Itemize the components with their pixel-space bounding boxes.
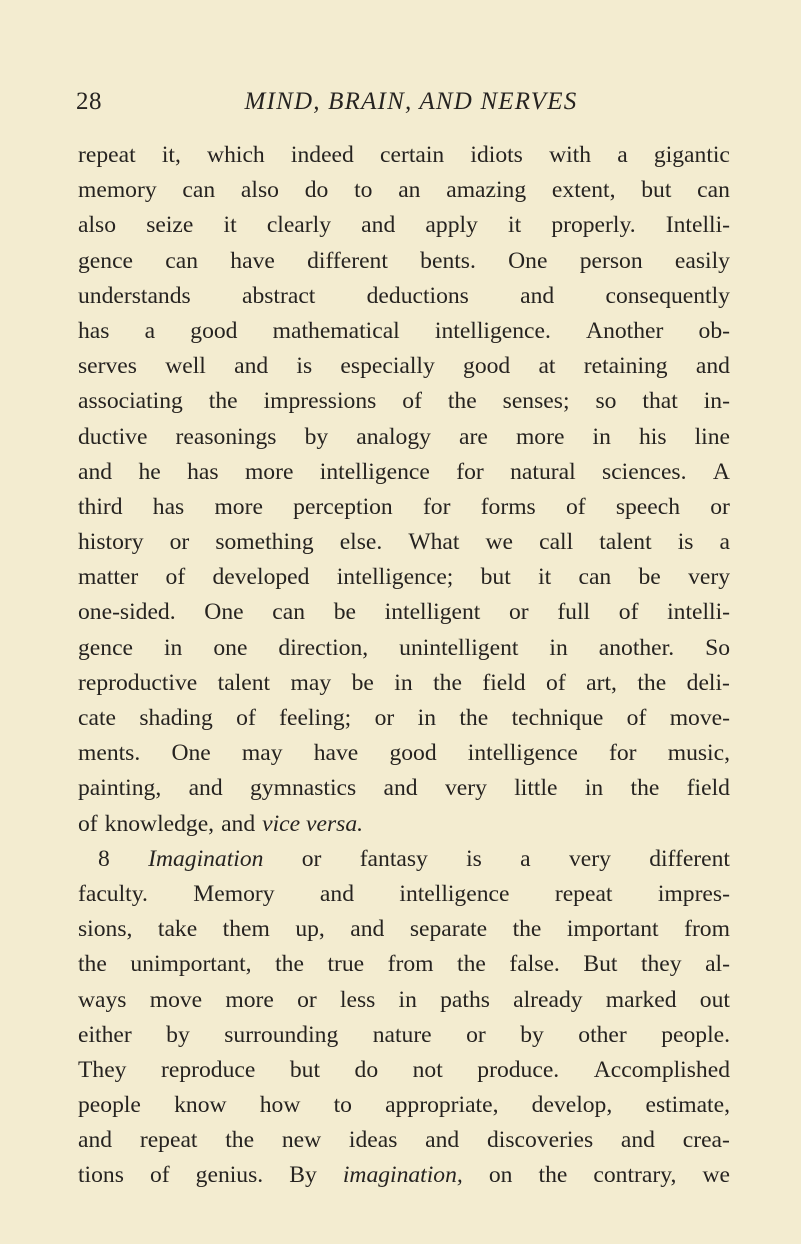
word: especially — [340, 353, 435, 380]
text-line — [78, 560, 730, 595]
running-title: MIND, BRAIN, AND NERVES — [244, 88, 578, 115]
word: 8 — [98, 845, 110, 872]
word: to — [354, 177, 373, 204]
word: reproduce — [161, 1056, 256, 1083]
word: by — [520, 1021, 544, 1048]
word: one-sided. — [78, 599, 176, 626]
word: appropriate, — [385, 1092, 499, 1119]
word: A — [712, 458, 730, 485]
word: They — [78, 1056, 127, 1083]
word: produce. — [477, 1056, 560, 1083]
word: intelligence. — [434, 317, 551, 344]
word: the — [225, 1127, 255, 1154]
word: or — [466, 1021, 486, 1048]
text-line — [78, 173, 730, 208]
word: has — [152, 493, 185, 520]
text-line — [78, 1123, 730, 1158]
word: extent, — [551, 177, 616, 204]
word: of — [149, 1162, 170, 1189]
word: be — [333, 599, 356, 626]
word: ductive — [78, 423, 148, 450]
word: at — [538, 353, 556, 380]
word: full — [557, 599, 591, 626]
word: and — [78, 458, 113, 485]
word: tions — [78, 1162, 124, 1189]
word: senses; — [502, 388, 570, 415]
word: know — [174, 1092, 227, 1119]
word: intelligence — [467, 740, 578, 767]
text-line — [78, 314, 730, 349]
word: memory — [78, 177, 157, 204]
word: one — [213, 634, 248, 661]
word: is — [677, 529, 694, 556]
word: al- — [705, 951, 730, 978]
word: certain — [380, 142, 445, 168]
word: abstract — [241, 282, 316, 309]
word: has — [187, 458, 219, 485]
word: else. — [339, 529, 383, 556]
word: other — [578, 1021, 627, 1048]
word: has — [78, 317, 110, 344]
word: or — [297, 986, 317, 1013]
text-line — [78, 208, 730, 243]
word: from — [684, 916, 730, 943]
word: a — [144, 317, 156, 344]
word: on — [488, 1162, 513, 1189]
word: already — [513, 986, 583, 1013]
word: properly. — [551, 212, 636, 239]
word: by — [304, 423, 329, 450]
word: also — [240, 177, 279, 204]
word: speech — [615, 493, 681, 520]
word: the — [208, 388, 238, 415]
word: less — [339, 986, 376, 1013]
word: important — [566, 916, 659, 943]
word: surrounding — [224, 1021, 339, 1048]
word: well — [165, 353, 206, 380]
word: the — [433, 669, 462, 696]
word: not — [412, 1056, 443, 1083]
word: and — [221, 810, 256, 837]
word: they — [640, 951, 682, 978]
word: the — [512, 916, 542, 943]
word: something — [215, 529, 314, 556]
word: in — [592, 423, 611, 450]
word: in- — [703, 388, 730, 415]
word: and — [520, 282, 555, 309]
word: ments. — [78, 740, 141, 767]
word: the — [457, 951, 486, 978]
word: or — [710, 493, 730, 520]
text-line — [78, 771, 730, 806]
word: music, — [667, 740, 730, 767]
word: so — [595, 388, 617, 415]
word: matter — [78, 564, 139, 591]
word: we — [485, 529, 514, 556]
word: be — [351, 669, 374, 696]
text-line — [78, 349, 730, 384]
text-line — [78, 490, 730, 525]
word: ideas — [348, 1127, 398, 1154]
word: bents. — [420, 247, 476, 274]
word: gence — [78, 247, 134, 274]
word: or — [169, 529, 190, 556]
word: are — [459, 423, 488, 450]
word: his — [638, 423, 667, 450]
word: may — [290, 669, 332, 696]
word: clearly — [266, 212, 331, 239]
word: more — [214, 493, 263, 520]
word: sions, — [78, 916, 133, 943]
word: it — [223, 212, 237, 239]
text-line — [78, 595, 730, 630]
text-line — [78, 701, 730, 736]
text-line — [78, 807, 730, 842]
word: or — [509, 599, 529, 626]
word: contrary, — [593, 1162, 677, 1189]
word: One — [171, 740, 211, 767]
text-line — [78, 666, 730, 701]
word: By — [289, 1162, 317, 1189]
page-header — [76, 88, 730, 124]
word: more — [515, 423, 565, 450]
word: develop, — [531, 1092, 613, 1119]
word: consequently — [605, 282, 730, 309]
word: it, — [161, 142, 181, 168]
word: but — [480, 564, 511, 591]
word: either — [78, 1021, 132, 1048]
word: perception — [293, 493, 393, 520]
text-line — [78, 877, 730, 912]
word: of — [546, 669, 566, 696]
word: a — [520, 845, 531, 872]
word: Memory — [193, 880, 275, 907]
word: and — [383, 775, 418, 802]
word: can — [182, 177, 216, 204]
word: knowledge, — [104, 810, 215, 837]
text-line — [78, 842, 730, 877]
word: be — [638, 564, 661, 591]
word: and — [319, 880, 354, 907]
word: intelli- — [667, 599, 730, 626]
word: move- — [669, 705, 730, 731]
word: deli- — [686, 669, 730, 696]
word: or — [374, 705, 395, 731]
text-line — [78, 384, 730, 419]
word: a — [719, 529, 730, 556]
word: indeed — [290, 142, 354, 168]
word: the — [538, 1162, 568, 1189]
word: Imagination — [148, 845, 264, 872]
word: estimate, — [645, 1092, 730, 1119]
word: it — [508, 212, 522, 239]
word: impres- — [657, 880, 730, 907]
word: move — [149, 986, 203, 1013]
word: very — [444, 775, 487, 802]
word: the — [78, 951, 107, 978]
word: Accomplished — [593, 1056, 730, 1083]
word: people. — [661, 1021, 730, 1048]
text-line — [78, 1158, 730, 1193]
word: But — [583, 951, 618, 978]
word: faculty. — [78, 880, 148, 907]
word: reasonings — [175, 423, 277, 450]
word: So — [705, 634, 730, 661]
word: for — [422, 493, 451, 520]
text-line — [78, 983, 730, 1018]
word: have — [313, 740, 359, 767]
word: sciences. — [602, 458, 687, 485]
word: vice versa. — [262, 810, 364, 837]
word: and — [350, 916, 385, 943]
word: but — [641, 177, 672, 204]
word: One — [508, 247, 548, 274]
word: but — [289, 1056, 320, 1083]
word: is — [296, 353, 313, 380]
word: in — [549, 634, 568, 661]
word: gymnastics — [250, 775, 357, 802]
word: with — [549, 142, 592, 168]
word: and — [425, 1127, 460, 1154]
word: the — [630, 775, 660, 802]
text-line — [78, 1053, 730, 1088]
word: to — [333, 1092, 352, 1119]
word: impressions — [263, 388, 377, 415]
word: do — [304, 177, 329, 204]
text-line — [78, 912, 730, 947]
word: mathematical — [272, 317, 400, 344]
word: forms — [480, 493, 536, 520]
text-line — [78, 736, 730, 771]
word: for — [609, 740, 637, 767]
word: One — [204, 599, 244, 626]
word: in — [164, 634, 183, 661]
word: of — [402, 388, 422, 415]
word: up, — [295, 916, 325, 943]
word: understands — [78, 282, 191, 309]
word: natural — [510, 458, 576, 485]
word: Another — [586, 317, 664, 344]
page-number: 28 — [76, 88, 102, 115]
word: technique — [511, 705, 604, 731]
word: of — [565, 493, 586, 520]
text-line — [78, 455, 730, 490]
word: imagination, — [342, 1162, 463, 1189]
word: another. — [598, 634, 675, 661]
word: of — [78, 810, 98, 837]
word: out — [699, 986, 730, 1013]
word: associating — [78, 388, 183, 415]
word: Intelli- — [665, 212, 730, 239]
word: apply — [425, 212, 478, 239]
word: feeling; — [279, 705, 352, 731]
word: good — [463, 353, 511, 380]
word: ob- — [698, 317, 730, 344]
word: genius. — [195, 1162, 264, 1189]
word: intelligence — [399, 880, 510, 907]
word: ways — [78, 986, 127, 1013]
word: how — [259, 1092, 301, 1119]
word: good — [190, 317, 238, 344]
word: also — [78, 212, 117, 239]
text-line — [78, 947, 730, 982]
text-line — [78, 279, 730, 314]
word: retaining — [583, 353, 668, 380]
word: unimportant, — [130, 951, 252, 978]
word: talent — [599, 529, 652, 556]
word: amazing — [446, 177, 527, 204]
word: in — [398, 986, 417, 1013]
word: he — [138, 458, 161, 485]
word: can — [697, 177, 730, 204]
word: and — [188, 775, 223, 802]
word: crea- — [682, 1127, 730, 1154]
word: very — [688, 564, 730, 591]
word: direction, — [278, 634, 369, 661]
word: line — [694, 423, 730, 450]
text-line — [78, 1018, 730, 1053]
word: take — [157, 916, 198, 943]
word: false. — [509, 951, 560, 978]
word: good — [389, 740, 437, 767]
word: or — [301, 845, 322, 872]
word: can — [165, 247, 199, 274]
text-line — [78, 631, 730, 666]
word: from — [387, 951, 434, 978]
word: paths — [440, 986, 490, 1013]
word: it — [538, 564, 552, 591]
word: and — [78, 1127, 113, 1154]
word: people — [78, 1092, 141, 1119]
word: in — [584, 775, 604, 802]
word: history — [78, 529, 144, 556]
word: shading — [139, 705, 213, 731]
text-line — [78, 244, 730, 279]
text-line — [78, 138, 730, 173]
word: we — [702, 1162, 730, 1189]
word: more — [225, 986, 274, 1013]
word: intelligence; — [336, 564, 454, 591]
text-line — [78, 420, 730, 455]
word: analogy — [356, 423, 431, 450]
word: reproductive — [78, 669, 198, 696]
word: of — [626, 705, 647, 731]
word: different — [307, 247, 388, 274]
word: very — [568, 845, 611, 872]
word: and — [234, 353, 269, 380]
word: an — [398, 177, 421, 204]
word: field — [482, 669, 526, 696]
word: repeat — [554, 880, 613, 907]
word: by — [166, 1021, 190, 1048]
word: and — [361, 212, 396, 239]
text-line — [78, 525, 730, 560]
word: and — [620, 1127, 655, 1154]
word: in — [417, 705, 436, 731]
word: true — [327, 951, 365, 978]
word: can — [578, 564, 612, 591]
word: cate — [78, 705, 116, 731]
word: can — [272, 599, 306, 626]
word: separate — [409, 916, 488, 943]
word: marked — [605, 986, 677, 1013]
word: gigantic — [653, 142, 730, 168]
word: of — [165, 564, 186, 591]
word: for — [456, 458, 484, 485]
word: seize — [146, 212, 194, 239]
word: more — [244, 458, 294, 485]
word: the — [447, 388, 477, 415]
word: talent — [217, 669, 271, 696]
word: painting, — [78, 775, 162, 802]
word: new — [281, 1127, 322, 1154]
word: third — [78, 493, 123, 520]
word: is — [466, 845, 482, 872]
word: in — [394, 669, 413, 696]
word: of — [618, 599, 639, 626]
word: different — [649, 845, 730, 872]
word: idiots — [470, 142, 523, 168]
word: discoveries — [487, 1127, 594, 1154]
word: unintelligent — [399, 634, 519, 661]
word: gence — [78, 634, 134, 661]
word: intelligent — [384, 599, 481, 626]
word: little — [514, 775, 558, 802]
word: which — [207, 142, 265, 168]
word: and — [695, 353, 730, 380]
word: What — [408, 529, 460, 556]
word: field — [686, 775, 730, 802]
word: nature — [372, 1021, 432, 1048]
word: developed — [212, 564, 310, 591]
word: may — [241, 740, 283, 767]
word: them — [222, 916, 270, 943]
word: fantasy — [359, 845, 428, 872]
word: repeat — [78, 142, 136, 168]
word: do — [354, 1056, 379, 1083]
word: intelligence — [319, 458, 430, 485]
word: repeat — [139, 1127, 198, 1154]
word: serves — [78, 353, 137, 380]
word: easily — [674, 247, 730, 274]
word: of — [236, 705, 256, 731]
word: deductions — [366, 282, 469, 309]
word: art, — [586, 669, 617, 696]
word: the — [637, 669, 667, 696]
word: a — [617, 142, 628, 168]
word: the — [275, 951, 304, 978]
word: the — [459, 705, 489, 731]
body-text — [78, 138, 730, 1194]
word: call — [539, 529, 574, 556]
word: that — [642, 388, 678, 415]
word: person — [579, 247, 643, 274]
word: have — [230, 247, 275, 274]
text-line — [78, 1088, 730, 1123]
